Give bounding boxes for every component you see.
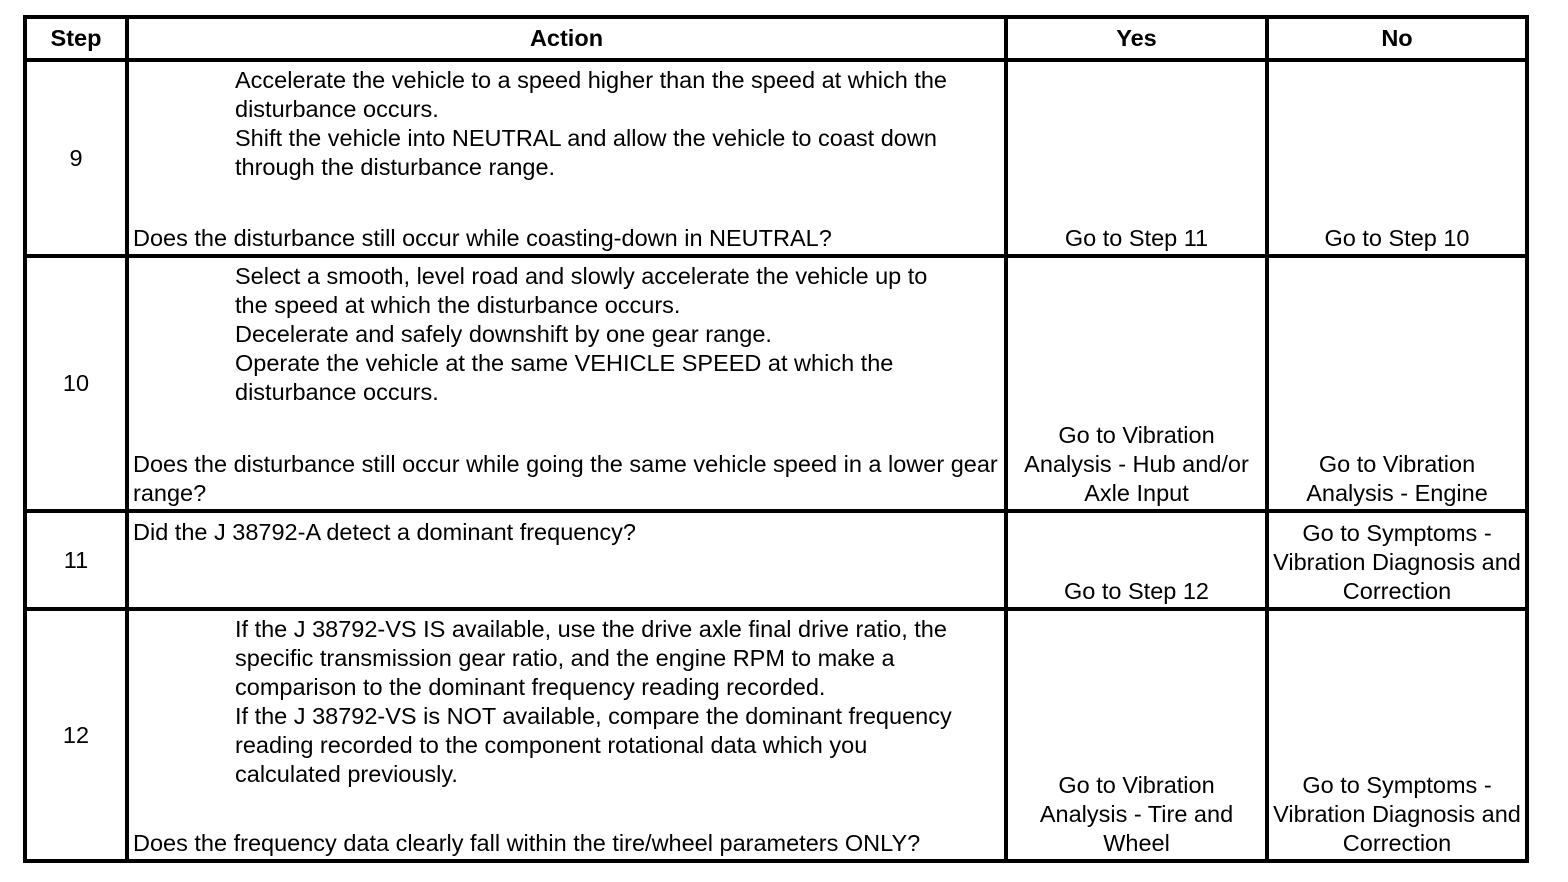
- header-no: No: [1267, 17, 1527, 60]
- action-line: Accelerate the vehicle to a speed higher than the speed at which the: [235, 67, 947, 93]
- action-line: disturbance occurs.: [235, 379, 439, 405]
- no-outcome: Go to Vibration Analysis - Engine: [1267, 256, 1527, 511]
- step-number: 10: [25, 256, 127, 511]
- action-line: Decelerate and safely downshift by one gear range.: [235, 321, 772, 347]
- table-row: [25, 609, 1527, 861]
- table-row: [25, 60, 1527, 256]
- action-line: If the J 38792-VS is NOT available, compare the dominant frequency: [235, 703, 952, 729]
- action-question: Does the disturbance still occur while going the same vehicle speed in a lower gear range?: [133, 451, 998, 506]
- action-line: Shift the vehicle into NEUTRAL and allow the vehicle to coast down: [235, 125, 937, 151]
- table-row: [25, 256, 1527, 511]
- header-row: [25, 17, 1527, 60]
- action-instructions: [133, 615, 1000, 789]
- diagnostic-steps-table: [23, 15, 1529, 863]
- action-cell: [127, 511, 1006, 609]
- action-line: reading recorded to the component rotational data which you: [235, 732, 868, 758]
- no-outcome: Go to Symptoms - Vibration Diagnosis and Correction: [1267, 511, 1527, 609]
- action-line: Operate the vehicle at the same VEHICLE SPEED at which the: [235, 350, 894, 376]
- action-line: Select a smooth, level road and slowly accelerate the vehicle up to: [235, 263, 928, 289]
- no-outcome: Go to Symptoms - Vibration Diagnosis and Correction: [1267, 609, 1527, 861]
- yes-outcome: Go to Step 11: [1006, 60, 1267, 256]
- action-line: specific transmission gear ratio, and the engine RPM to make a: [235, 645, 895, 671]
- table-row: [25, 511, 1527, 609]
- yes-outcome: Go to Vibration Analysis - Tire and Wheel: [1006, 609, 1267, 861]
- header-yes: Yes: [1006, 17, 1267, 60]
- action-instructions: [133, 262, 1000, 407]
- step-number: 12: [25, 609, 127, 861]
- action-line: through the disturbance range.: [235, 154, 556, 180]
- action-question: Does the disturbance still occur while coasting-down in NEUTRAL?: [133, 225, 832, 251]
- action-line: If the J 38792-VS IS available, use the drive axle final drive ratio, the: [235, 616, 947, 642]
- yes-outcome: Go to Step 12: [1006, 511, 1267, 609]
- header-step: Step: [25, 17, 127, 60]
- header-action: Action: [127, 17, 1006, 60]
- action-cell: [127, 609, 1006, 861]
- step-number: 9: [25, 60, 127, 256]
- action-line: the speed at which the disturbance occurs.: [235, 292, 681, 318]
- action-question: Did the J 38792-A detect a dominant frequency?: [133, 519, 636, 545]
- action-line: disturbance occurs.: [235, 96, 439, 122]
- action-line: comparison to the dominant frequency reading recorded.: [235, 674, 826, 700]
- action-cell: [127, 60, 1006, 256]
- action-cell: [127, 256, 1006, 511]
- step-number: 11: [25, 511, 127, 609]
- action-instructions: [133, 66, 1000, 182]
- no-outcome: Go to Step 10: [1267, 60, 1527, 256]
- action-line: calculated previously.: [235, 761, 458, 787]
- action-question: Does the frequency data clearly fall within the tire/wheel parameters ONLY?: [133, 830, 921, 856]
- yes-outcome: Go to Vibration Analysis - Hub and/or Axle Input: [1006, 256, 1267, 511]
